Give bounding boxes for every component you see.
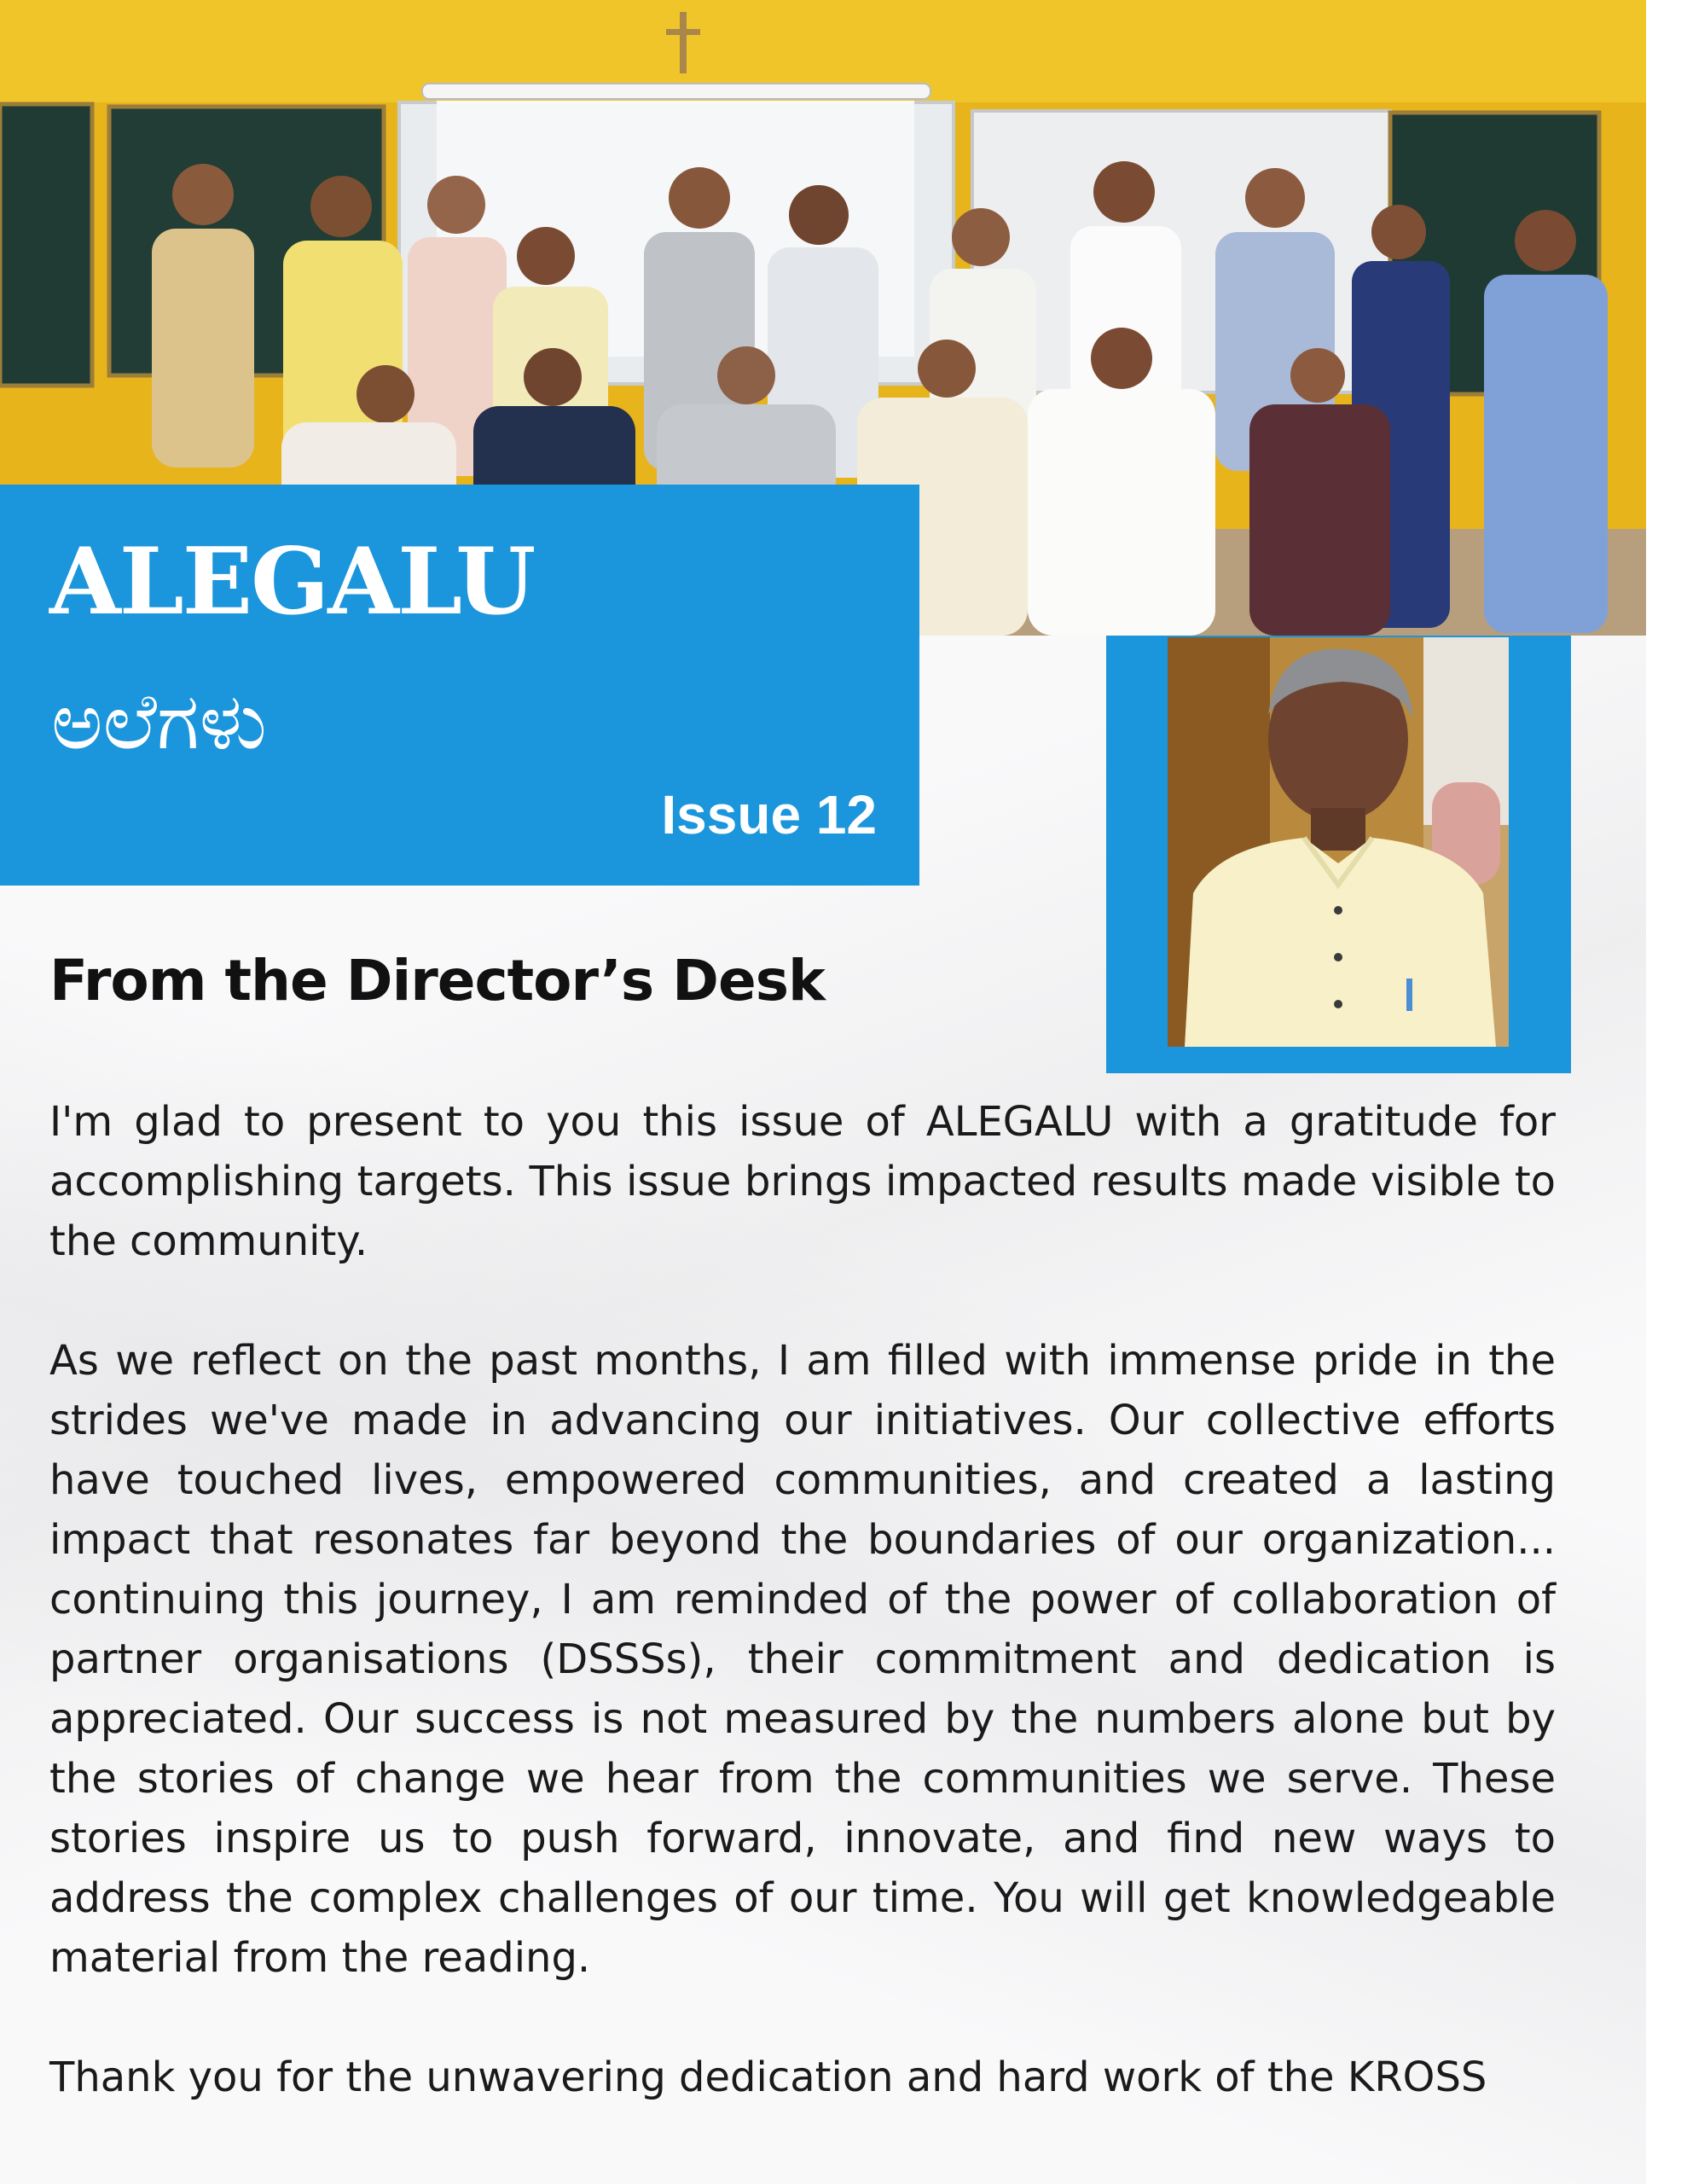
section-heading: From the Director’s Desk xyxy=(49,948,825,1014)
page-margin xyxy=(1646,0,1687,2184)
newsletter-title: ALEGALU xyxy=(49,528,535,636)
masthead-panel xyxy=(0,485,919,886)
portrait-frame xyxy=(1106,636,1571,1073)
director-portrait xyxy=(1168,637,1509,1047)
article-body xyxy=(49,1092,1556,2107)
article-paragraph: Thank you for the unwavering dedication and hard work of the KROSS xyxy=(49,2053,1487,2101)
newsletter-title-kannada: ಅಲೆಗಳು xyxy=(51,676,267,767)
article-paragraph: I'm glad to present to you this issue of ALEGALU with a gratitude for accomplishing targets. This issue brings impacted results made visible to the community. xyxy=(49,1098,1556,1265)
issue-number: Issue 12 xyxy=(661,784,877,845)
article-paragraph: As we reflect on the past months, I am filled with immense pride in the strides we've made in advancing our initiatives. Our collective efforts have touched lives, empowered communities, and created a lasting impact that resonates far beyond the boundaries of our organization... continuing this journey, I am reminded of the power of collaboration of partner organisations (DSSSs), their commitment and dedication is appreciated. Our success is not measured by the numbers alone but by the stories of change we hear from the communities we serve. These stories inspire us to push forward, innovate, and find new ways to address the complex challenges of our time. You will get knowledgeable material from the reading. xyxy=(49,1337,1556,1982)
